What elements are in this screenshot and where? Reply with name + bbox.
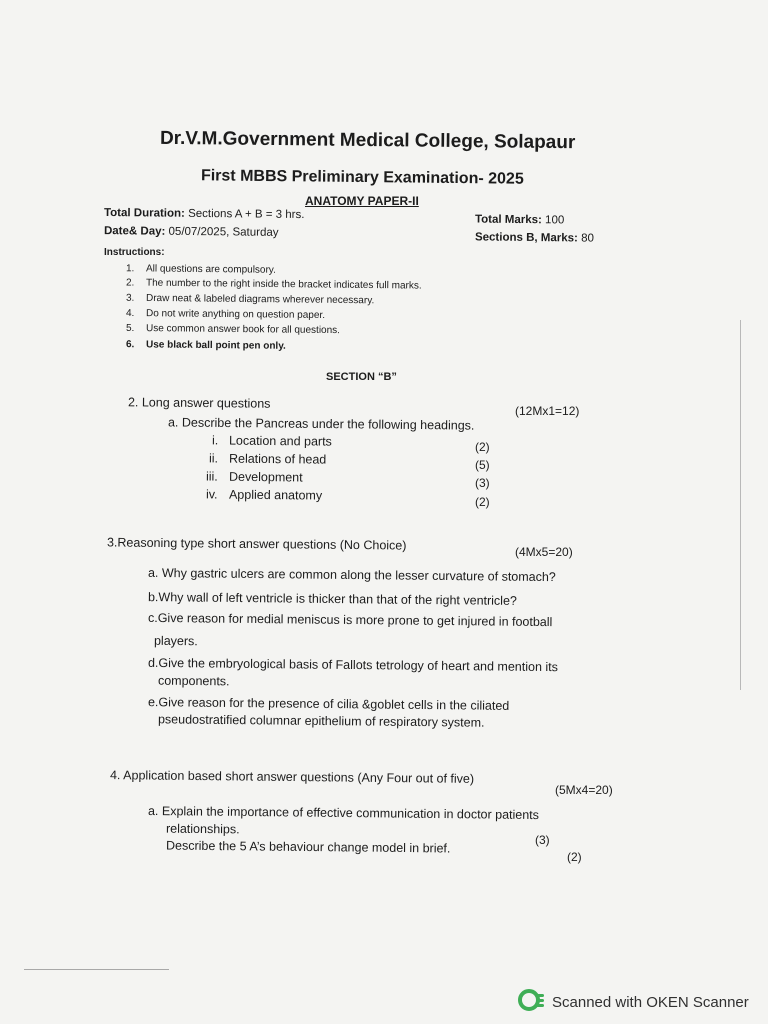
section-marks [475, 231, 594, 244]
duration-value: Sections A + B = 3 hrs. [188, 207, 305, 222]
instruction-item: 4. Do not write anything on question paper. [125, 307, 326, 322]
q2-item: iii. Development [205, 469, 303, 485]
q2-part-a: a. Describe the Pancreas under the following headings. [167, 415, 475, 433]
q4-part-a: a. Explain the importance of effective communication in doctor patients [147, 803, 540, 823]
q3-marks: (4Mx5=20) [515, 545, 573, 559]
q2-item: ii. Relations of head [208, 451, 327, 467]
q3-part-e: e.Give reason for the presence of cilia &goblet cells in the ciliated [147, 695, 510, 713]
total-duration [104, 207, 305, 221]
marks-value: 100 [545, 214, 565, 227]
scan-artifact-line [24, 969, 169, 970]
q2-item-marks: (2) [475, 495, 490, 509]
q2-item: iv. Applied anatomy [205, 487, 323, 503]
duration-label: Total Duration: [103, 206, 185, 220]
instructions-title: Instructions: [104, 247, 165, 258]
scanner-watermark [518, 988, 749, 1017]
instruction-item: 1. All questions are compulsory. [125, 263, 276, 276]
q3-part-d: d.Give the embryological basis of Fallots tetrology of heart and mention its [147, 655, 558, 675]
q4-part-a-cont: relationships. [165, 821, 240, 837]
q2-title: 2. Long answer questions [127, 395, 271, 411]
q3-part-d-cont: components. [157, 673, 230, 689]
date-label: Date& Day: [103, 225, 166, 238]
q4-marks: (5Mx4=20) [555, 783, 613, 797]
scan-sheet-edge [740, 320, 741, 690]
q3-part-b: b.Why wall of left ventricle is thicker than that of the right ventricle? [147, 590, 517, 608]
q2-item-marks: (3) [475, 476, 490, 490]
q3-part-e-cont: pseudostratified columnar epithelium of respiratory system. [157, 712, 485, 730]
marks-label: Total Marks: [474, 213, 542, 227]
paper-title: ANATOMY PAPER-II [305, 194, 419, 208]
exam-date [104, 225, 279, 239]
q4-title: 4. Application based short answer questions (Any Four out of five) [109, 768, 475, 786]
q2-marks: (12Mx1=12) [515, 404, 580, 418]
section-marks-label: Sections B, Marks: [474, 231, 578, 245]
section-marks-value: 80 [581, 232, 594, 245]
q3-part-a: a. Why gastric ulcers are common along the lesser curvature of stomach? [147, 565, 556, 585]
q2-item-marks: (5) [475, 458, 490, 472]
instruction-item: 6. Use black ball point pen only. [125, 339, 286, 352]
instruction-item: 2. The number to the right inside the bracket indicates full marks. [125, 277, 422, 292]
q3-part-c-cont: players. [153, 633, 198, 649]
college-name: Dr.V.M.Government Medical College, Solapaur [159, 127, 576, 154]
instruction-item: 3. Draw neat & labeled diagrams wherever necessary. [125, 292, 375, 307]
q3-part-c: c.Give reason for medial meniscus is more prone to get injured in football [147, 610, 553, 630]
q4-part-a-marks: (3) [535, 833, 550, 847]
total-marks [475, 214, 564, 227]
q4-part-a-second-marks: (2) [567, 850, 582, 864]
section-title: SECTION “B” [326, 371, 397, 383]
q2-item-marks: (2) [475, 440, 490, 454]
instruction-item: 5. Use common answer book for all questions. [125, 322, 341, 337]
oken-logo-icon [518, 988, 546, 1017]
date-value: 05/07/2025, Saturday [168, 225, 279, 239]
q2-item: i. Location and parts [211, 433, 332, 449]
q4-part-a-second: Describe the 5 A’s behaviour change model in brief. [165, 838, 451, 856]
watermark-text: Scanned with OKEN Scanner [552, 994, 749, 1011]
exam-title: First MBBS Preliminary Examination- 2025 [200, 167, 524, 188]
q3-title: 3.Reasoning type short answer questions (No Choice) [106, 535, 407, 553]
